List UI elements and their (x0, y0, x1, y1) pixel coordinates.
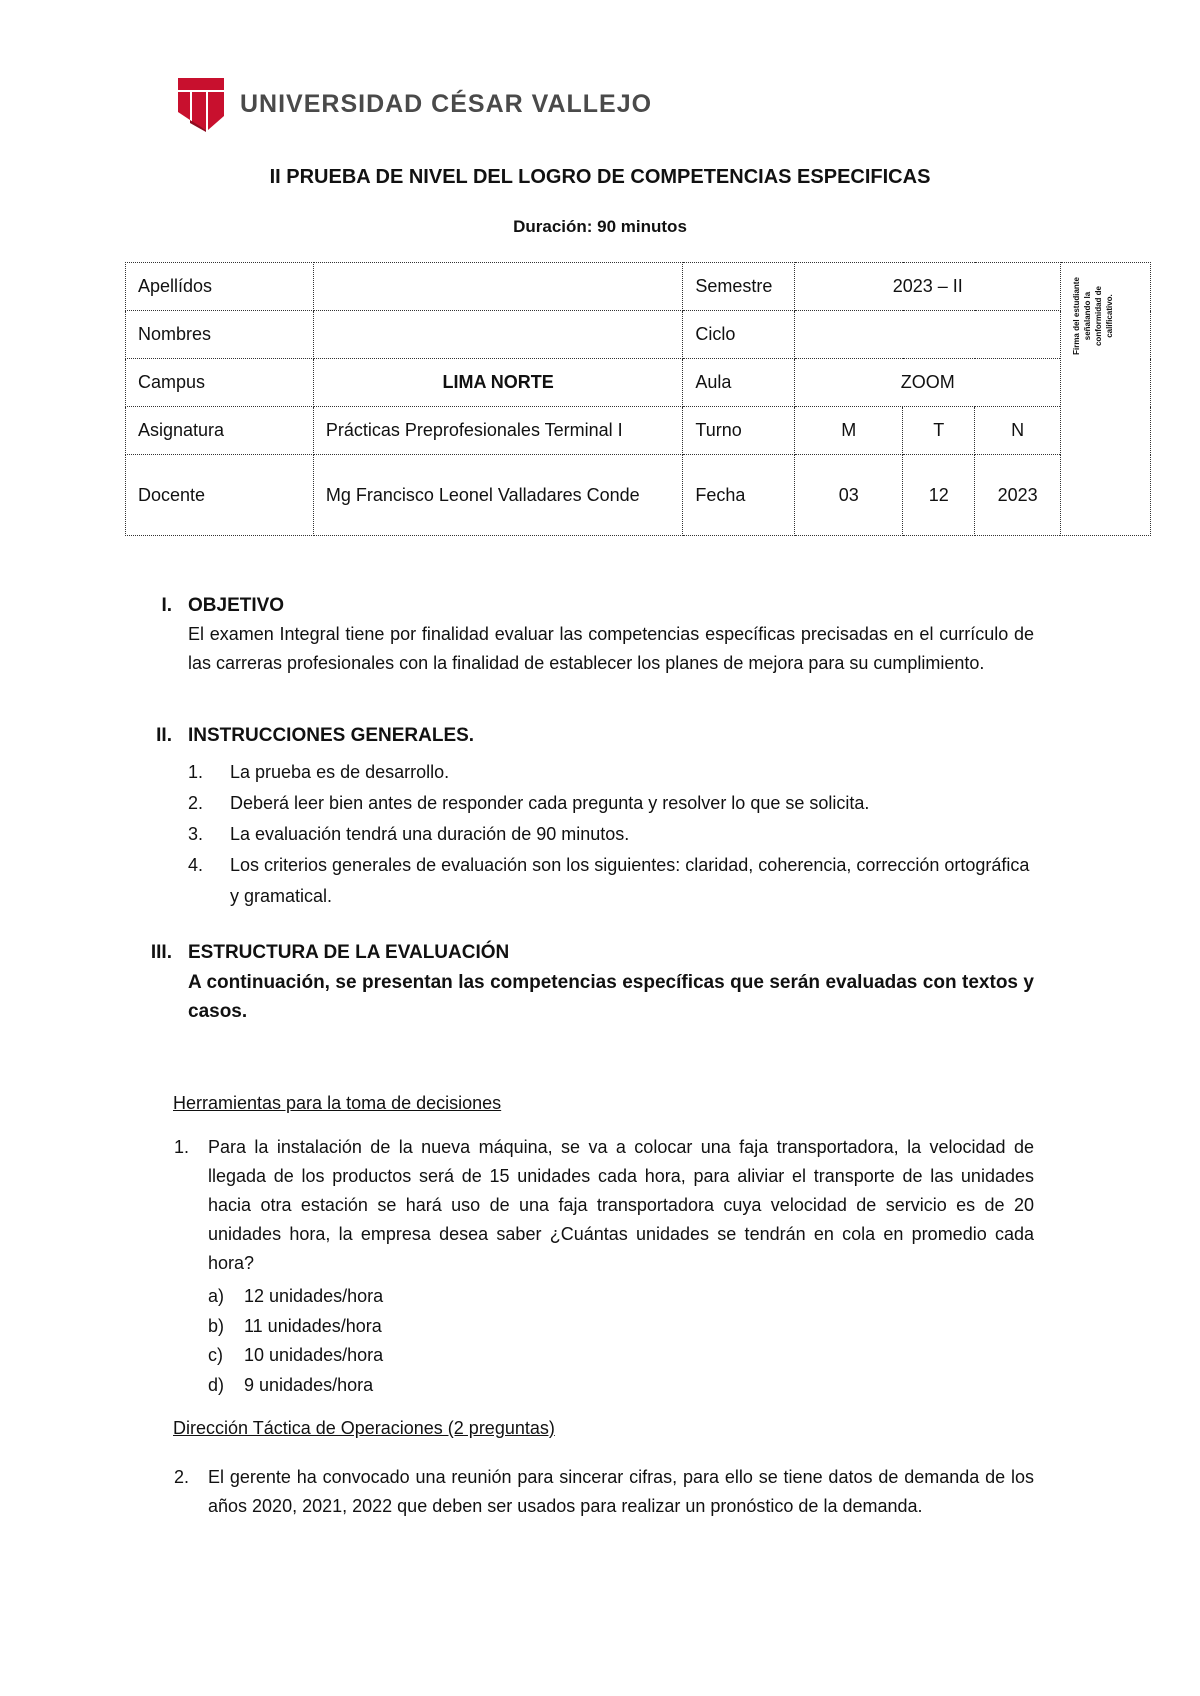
exam-duration: Duración: 90 minutos (513, 217, 687, 236)
estructura-text: A continuación, se presentan las competencias específicas que serán evaluadas con textos y casos. (188, 972, 1034, 1022)
question-1 (174, 1133, 1034, 1400)
apellidos-field[interactable] (313, 263, 683, 311)
semestre-label: Semestre (683, 263, 795, 311)
section-objetivo-heading (161, 595, 285, 617)
objetivo-text: El examen Integral tiene por finalidad evaluar las competencias específicas precisadas en el currículo de las carreras profesionales con la finalidad de establecer los planes de mejora para su cumplimiento. (188, 624, 1034, 673)
question-2 (174, 1463, 1034, 1521)
question-number: 2. (174, 1467, 190, 1487)
section-number: II. (156, 725, 172, 746)
instructions-list (188, 757, 1034, 912)
turno-label: Turno (683, 407, 795, 455)
section-title: ESTRUCTURA DE LA EVALUACIÓN (188, 942, 510, 963)
apellidos-label: Apellídos (126, 263, 314, 311)
campus-value: LIMA NORTE (313, 359, 683, 407)
aula-value: ZOOM (795, 359, 1061, 407)
turno-t[interactable]: T (903, 407, 975, 455)
topic-heading: Dirección Táctica de Operaciones (2 preguntas) (173, 1418, 555, 1438)
docente-value: Mg Francisco Leonel Valladares Conde (313, 455, 683, 536)
fecha-year: 2023 (975, 455, 1061, 536)
turno-n[interactable]: N (975, 407, 1061, 455)
option-text: 12 unidades/hora (244, 1286, 384, 1306)
item-number: 2. (188, 793, 204, 813)
option-item[interactable] (208, 1371, 1034, 1401)
section-number: III. (150, 942, 172, 963)
option-letter: d) (208, 1374, 225, 1395)
question-text: El gerente ha convocado una reunión para sincerar cifras, para ello se tiene datos de demanda de los años 2020, 2021, 2022 que deben ser usados para realizar un pronóstico de la demanda. (208, 1467, 1034, 1516)
section-instrucciones-heading (156, 725, 475, 747)
question-text: Para la instalación de la nueva máquina, se va a colocar una faja transportadora, la velocidad de llegada de los productos será de 15 unidades cada hora, para aliviar el transporte de las unidades hacia otra estación se hará uso de una faja transportadora cuya velocidad de servicio es de 20 unidades hora, la empresa desea saber ¿Cuántas unidades se tendrán en cola en promedio cada hora? (208, 1137, 1034, 1273)
section-number: I. (161, 595, 172, 616)
item-text: Deberá leer bien antes de responder cada pregunta y resolver lo que se solicita. (230, 793, 870, 813)
item-number: 3. (188, 824, 204, 844)
asignatura-label: Asignatura (126, 407, 314, 455)
section-title: INSTRUCCIONES GENERALES. (188, 725, 475, 746)
options-list (208, 1282, 1034, 1400)
option-letter: c) (208, 1345, 223, 1365)
option-text: 9 unidades/hora (244, 1374, 374, 1395)
ciclo-label: Ciclo (683, 311, 795, 359)
exam-title: II PRUEBA DE NIVEL DEL LOGRO DE COMPETENCIAS ESPECIFICAS (269, 166, 931, 188)
signature-note: Firma del estudiante señalando la conformidad de calificativo. (1072, 277, 1115, 355)
item-text: Los criterios generales de evaluación son los siguientes: claridad, coherencia, corrección ortográfica y gramatical. (230, 855, 1030, 906)
option-item[interactable] (208, 1341, 1034, 1371)
ciclo-field[interactable] (795, 311, 1061, 359)
list-item (188, 788, 1034, 819)
section-title: OBJETIVO (188, 595, 285, 616)
option-text: 11 unidades/hora (244, 1315, 382, 1336)
logo-text: UNIVERSIDAD CÉSAR VALLEJO (240, 89, 653, 118)
topic-heading: Herramientas para la toma de decisiones (173, 1093, 502, 1113)
section-estructura-heading (150, 942, 510, 964)
list-item (188, 850, 1034, 912)
fecha-day: 03 (795, 455, 903, 536)
docente-label: Docente (126, 455, 314, 536)
nombres-field[interactable] (313, 311, 683, 359)
nombres-label: Nombres (126, 311, 314, 359)
question-number: 1. (174, 1137, 190, 1157)
item-text: La evaluación tendrá una duración de 90 minutos. (230, 824, 630, 844)
option-letter: a) (208, 1286, 225, 1306)
item-number: 4. (188, 855, 204, 875)
option-text: 10 unidades/hora (244, 1345, 384, 1365)
item-text: La prueba es de desarrollo. (230, 762, 450, 782)
option-letter: b) (208, 1315, 225, 1336)
item-number: 1. (188, 762, 204, 782)
semestre-value: 2023 – II (795, 263, 1061, 311)
student-info-table (125, 262, 1151, 536)
university-logo (176, 76, 652, 132)
turno-m[interactable]: M (795, 407, 903, 455)
fecha-month: 12 (903, 455, 975, 536)
list-item (188, 757, 1034, 788)
fecha-label: Fecha (683, 455, 795, 536)
ucv-shield-icon (176, 76, 226, 132)
option-item[interactable] (208, 1312, 1034, 1342)
campus-label: Campus (126, 359, 314, 407)
aula-label: Aula (683, 359, 795, 407)
signature-cell[interactable] (1061, 263, 1151, 536)
asignatura-value: Prácticas Preprofesionales Terminal I (313, 407, 683, 455)
list-item (188, 819, 1034, 850)
option-item[interactable] (208, 1282, 1034, 1312)
